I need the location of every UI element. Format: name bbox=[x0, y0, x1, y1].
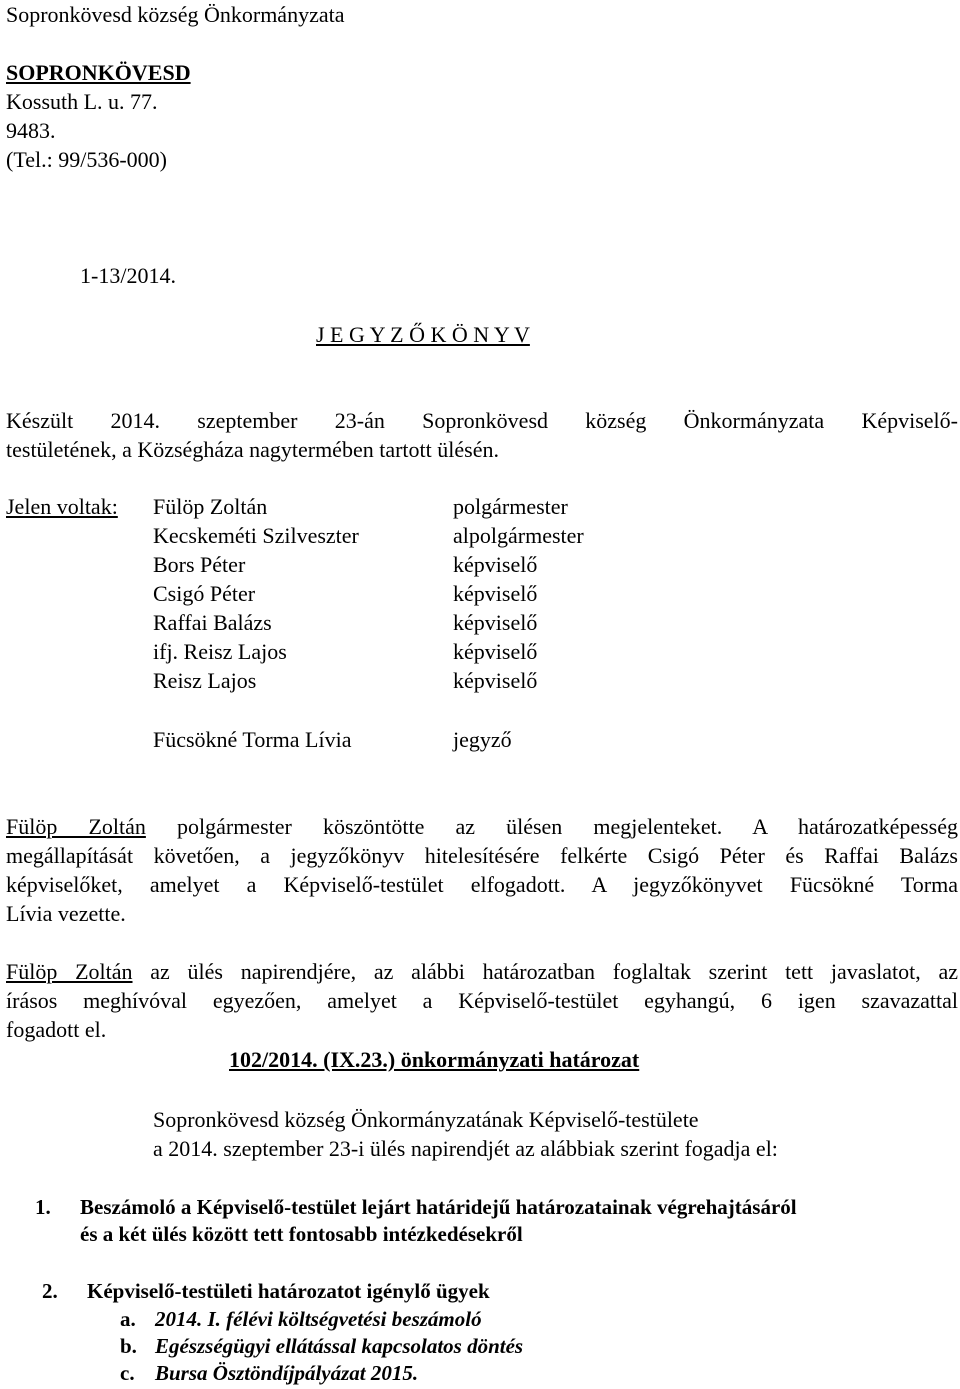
welcome-line-2: megállapítását követően, a jegyzőkönyv hitelesítésére felkérte Csigó Péter és Raffai Balázs bbox=[6, 843, 958, 868]
member-role: képviselő bbox=[453, 610, 538, 635]
member-name: Kecskeméti Szilveszter bbox=[153, 523, 359, 548]
member-role: képviselő bbox=[453, 639, 538, 664]
agenda-subitem-letter: c. bbox=[120, 1361, 135, 1385]
welcome-line-1 bbox=[6, 812, 958, 841]
resolution-text-2: a 2014. szeptember 23-i ülés napirendjét az alábbiak szerint fogadja el: bbox=[153, 1136, 778, 1161]
member-role: polgármester bbox=[453, 494, 568, 519]
agenda-item-number: 2. bbox=[42, 1279, 58, 1303]
member-role: alpolgármester bbox=[453, 523, 584, 548]
member-name: Fülöp Zoltán bbox=[153, 494, 268, 519]
agenda-item-number: 1. bbox=[35, 1195, 51, 1219]
agenda-subitem-text: Egészségügyi ellátással kapcsolatos döntés bbox=[155, 1334, 524, 1358]
agenda-proposal-paragraph bbox=[6, 957, 958, 1044]
speaker-name: Fülöp Zoltán bbox=[6, 814, 146, 839]
proposal-line-2: írásos meghívóval egyezően, amelyet a Képviselő-testület egyhangú, 6 igen szavazattal bbox=[6, 988, 958, 1013]
agenda-subitem-letter: b. bbox=[120, 1334, 137, 1358]
member-name: Raffai Balázs bbox=[153, 610, 272, 635]
zip-code: 9483. bbox=[6, 118, 56, 143]
welcome-paragraph bbox=[6, 812, 958, 928]
agenda-item-title: Beszámoló a Képviselő-testület lejárt határidejű határozatainak végrehajtásáról bbox=[80, 1195, 797, 1219]
intro-line-1: Készült 2014. szeptember 23-án Sopronkövesd község Önkormányzata Képviselő- bbox=[6, 408, 958, 433]
member-role: képviselő bbox=[453, 581, 538, 606]
phone-number: (Tel.: 99/536-000) bbox=[6, 147, 167, 172]
document-number: 1-13/2014. bbox=[80, 263, 176, 288]
member-role: képviselő bbox=[453, 552, 538, 577]
member-role: képviselő bbox=[453, 668, 538, 693]
agenda-item-title-cont: és a két ülés között tett fontosabb intézkedésekről bbox=[80, 1222, 523, 1246]
agenda-subitem-letter: a. bbox=[120, 1307, 136, 1331]
intro-paragraph bbox=[6, 406, 958, 464]
notary-role: jegyző bbox=[453, 727, 512, 752]
welcome-line-3: képviselőket, amelyet a Képviselő-testület elfogadott. A jegyzőkönyvet Fücsökné Torma bbox=[6, 872, 958, 897]
street-address: Kossuth L. u. 77. bbox=[6, 89, 158, 114]
document-title: J E G Y Z Ő K Ö N Y V bbox=[316, 322, 530, 347]
resolution-text-1: Sopronkövesd község Önkormányzatának Képviselő-testülete bbox=[153, 1107, 699, 1132]
org-name: Sopronkövesd község Önkormányzata bbox=[6, 2, 345, 27]
member-name: Csigó Péter bbox=[153, 581, 256, 606]
town-name: SOPRONKÖVESD bbox=[6, 60, 191, 85]
agenda-item-title: Képviselő-testületi határozatot igénylő ügyek bbox=[87, 1279, 490, 1303]
agenda-subitem-text: 2014. I. félévi költségvetési beszámoló bbox=[155, 1307, 482, 1331]
welcome-line-1-text: polgármester köszöntötte az ülésen megjelenteket. A határozatképesség bbox=[145, 814, 958, 839]
speaker-name: Fülöp Zoltán bbox=[6, 959, 133, 984]
resolution-title: 102/2014. (IX.23.) önkormányzati határozat bbox=[229, 1047, 640, 1072]
intro-line-2: testületének, a Községháza nagytermében tartott ülésén. bbox=[6, 437, 499, 462]
attendance-label: Jelen voltak: bbox=[6, 494, 118, 519]
proposal-line-1 bbox=[6, 957, 958, 986]
member-name: Reisz Lajos bbox=[153, 668, 257, 693]
welcome-line-4: Lívia vezette. bbox=[6, 901, 126, 926]
proposal-line-3: fogadott el. bbox=[6, 1017, 107, 1042]
member-name: ifj. Reisz Lajos bbox=[153, 639, 287, 664]
member-name: Bors Péter bbox=[153, 552, 246, 577]
agenda-subitem-text: Bursa Ösztöndíjpályázat 2015. bbox=[155, 1361, 419, 1385]
notary-name: Fücsökné Torma Lívia bbox=[153, 727, 352, 752]
proposal-line-1-text: az ülés napirendjére, az alábbi határozatban foglaltak szerint tett javaslatot, az bbox=[132, 959, 958, 984]
